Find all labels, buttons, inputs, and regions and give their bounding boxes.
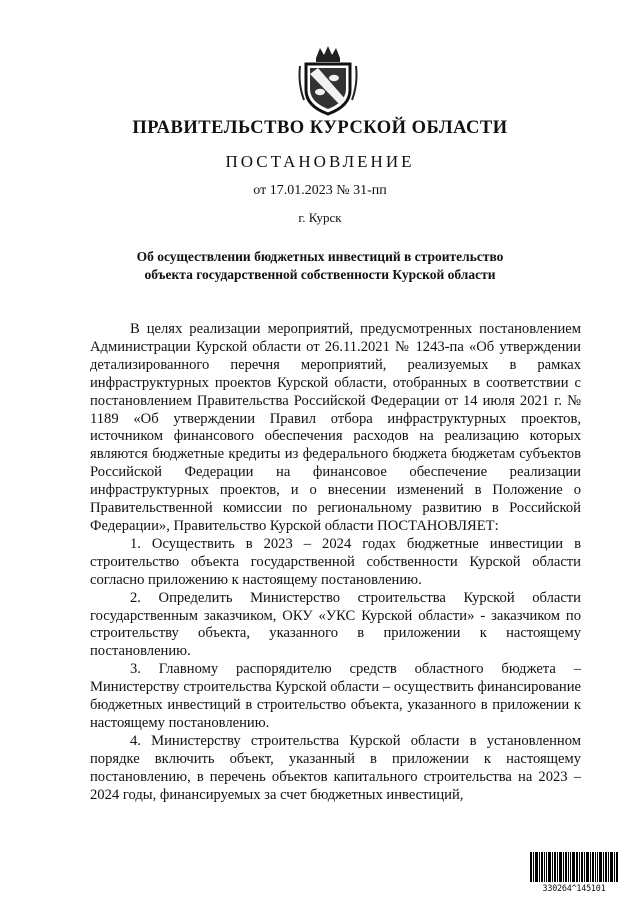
document-heading-line: Об осуществлении бюджетных инвестиций в строительство [136,249,504,264]
document-type: ПОСТАНОВЛЕНИЕ [225,152,415,171]
barcode-icon [530,852,618,882]
barcode-number: 330264^145101 [542,883,606,893]
body-paragraph-4: 4. Министерству строительства Курской области в установленном порядке включить объект, указанный в приложении к настоящему постановлению, в перечень объектов капитального строительства на 2023 – 2024 годы, финансируемых за счет бюджетных инвестиций, [90,732,581,803]
body-paragraph-intro: В целях реализации мероприятий, предусмотренных постановлением Администрации Курской области от 26.11.2021 № 1243-па «Об утверждении детализированного перечня мероприятий, реализуемых в рамках инфраструктурных проектов Курской области, отобранных в соответствии с постановлением Правительства Российской Федерации от 14 июля 2021 г. № 1189 «Об утверждении Правил отбора инфраструктурных проектов, источником финансового обеспечения расходов на реализацию которых являются бюджетные кредиты из федерального бюджета бюджетам субъектов Российской Федерации на финансовое обеспечение реализации инфраструктурных проектов, и о внесении изменений в Положение о Правительственной комиссии по региональному развитию в Российской Федерации», Правительство Курской области ПОСТАНОВЛЯЕТ: [90,321,581,534]
government-title: ПРАВИТЕЛЬСТВО КУРСКОЙ ОБЛАСТИ [132,118,508,138]
document-body [90,321,581,804]
body-paragraph-1: 1. Осуществить в 2023 – 2024 годах бюджетные инвестиции в строительство объекта государственной собственности Курской области согласно приложению к настоящему постановлению. [90,535,581,588]
document-heading-line: объекта государственной собственности Курской области [144,267,496,282]
document-heading [110,248,530,284]
body-paragraph-2: 2. Определить Министерство строительства Курской области государственным заказчиком, ОКУ «УКС Курской области» - заказчиком по строительству объекта, указанного в приложении к настоящему постановлению. [90,589,581,660]
body-paragraph-3: 3. Главному распорядителю средств областного бюджета – Министерству строительства Курской области – осуществить финансирование бюджетных инвестиций в строительство объекта, указанного в приложении к настоящему постановлению. [90,661,581,731]
document-city: г. Курск [298,210,342,225]
coat-of-arms-icon [296,44,360,116]
document-date-number: от 17.01.2023 № 31-пп [253,183,387,198]
document-barcode [530,852,618,896]
